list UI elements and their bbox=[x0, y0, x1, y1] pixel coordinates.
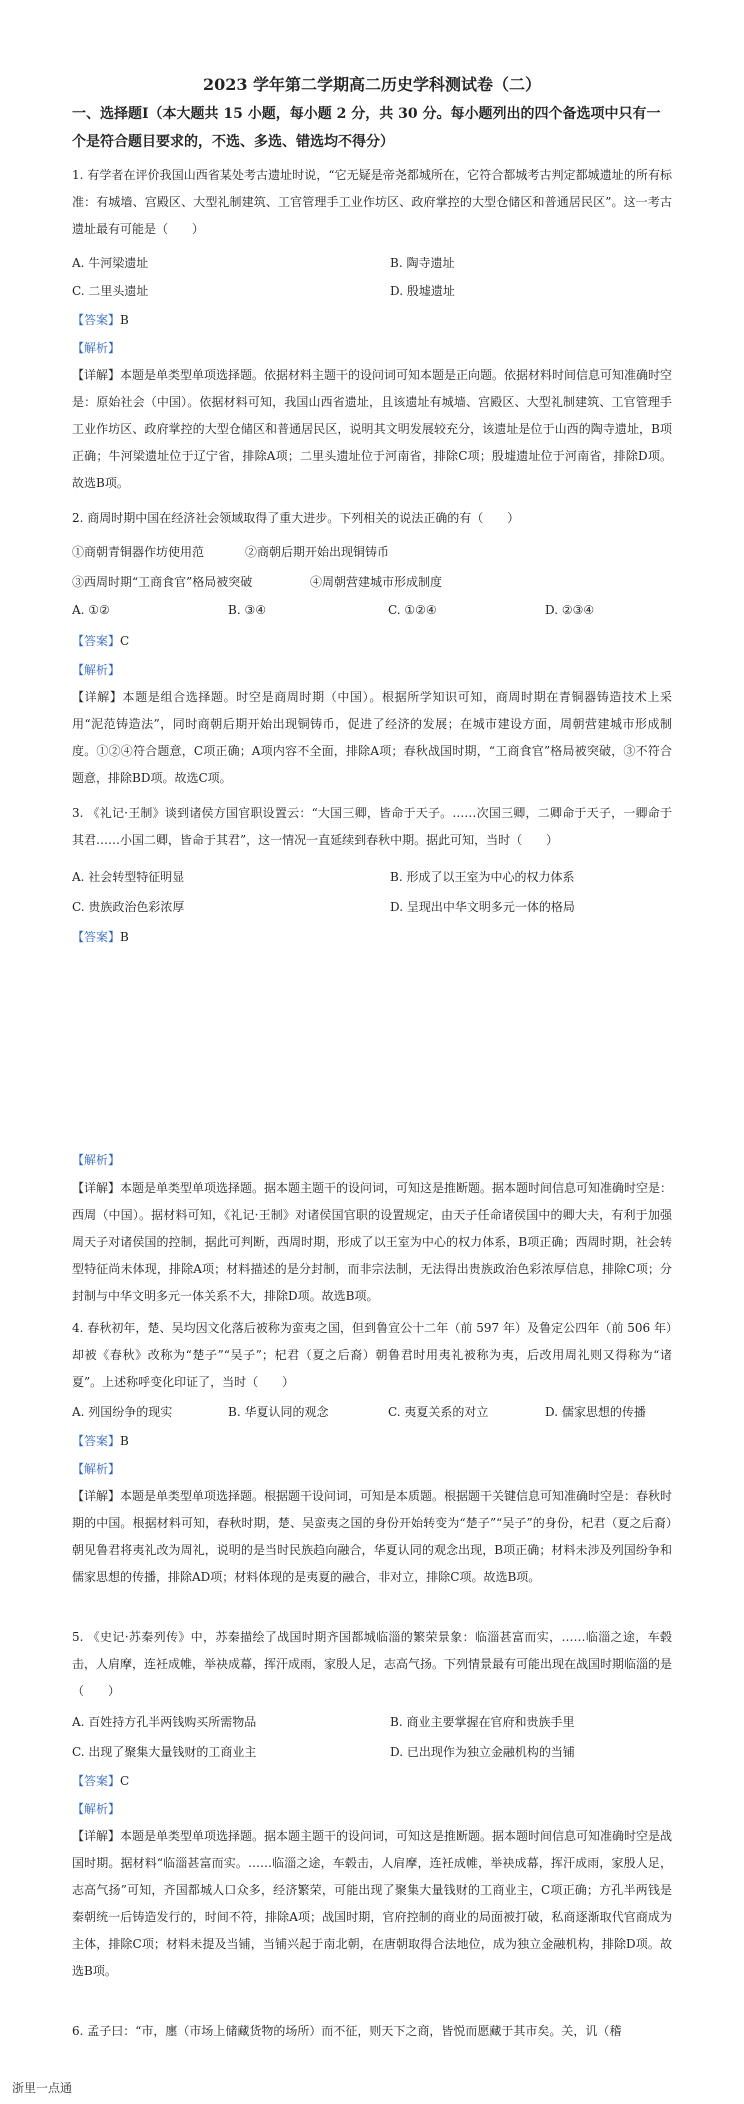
q2-item-1: ①商朝青铜器作坊使用范 bbox=[72, 545, 205, 559]
q4-option-c: C. 夷夏关系的对立 bbox=[388, 1405, 489, 1419]
q1-analysis-tag: 【解析】 bbox=[72, 341, 121, 355]
q3-analysis-tag: 【解析】 bbox=[72, 1153, 121, 1167]
q1-option-d: D. 殷墟遗址 bbox=[390, 284, 455, 298]
q5-analysis-tag: 【解析】 bbox=[72, 1802, 121, 1816]
q3-option-d: D. 呈现出中华文明多元一体的格局 bbox=[390, 900, 575, 914]
page-footer: 浙里一点通 bbox=[12, 2081, 73, 2095]
page-title: 2023 学年第二学期高二历史学科测试卷（二） bbox=[202, 75, 542, 94]
q2-answer: 【答案】C bbox=[72, 634, 130, 648]
q3-option-a: A. 社会转型特征明显 bbox=[72, 870, 185, 884]
q5-answer: 【答案】C bbox=[72, 1774, 130, 1788]
q3-option-b: B. 形成了以王室为中心的权力体系 bbox=[390, 870, 575, 884]
q3-detail: 【详解】本题是单类型单项选择题。据本题主题干的设问词，可知这是推断题。据本题时间信息可知准确时空是：西周（中国）。据材料可知，《礼记·王制》对诸侯国官职的设置规定，由天子任命诸侯国中的卿大夫，有利于加强周天子对诸侯国的控制，据此可判断，西周时期，形成了以王室为中心的权力体系，B项正确；西周时期，社会转型特征尚未体现，排除A项；材料描述的是分封制，而非宗法制，无法得出贵族政治色彩浓厚信息，排除C项；分封制与中华文明多元一体关系不大，排除D项。故选B项。 bbox=[72, 1181, 673, 1303]
q2-item-2: ②商朝后期开始出现铜铸币 bbox=[245, 545, 390, 559]
q4-detail: 【详解】本题是单类型单项选择题。根据题干设问词，可知是本质题。根据题干关键信息可知准确时空是：春秋时期的中国。根据材料可知，春秋时期，楚、吴蛮夷之国的身份开始转变为“楚子”“吴子”的身份，杞君（夏之后裔）朝见鲁君将夷礼改为周礼，说明的是当时民族趋向融合，华夏认同的观念出现，B项正确；材料未涉及列国纷争和儒家思想的传播，排除AD项；材料体现的是夷夏的融合，非对立，排除C项。故选B项。 bbox=[72, 1489, 673, 1584]
q2-option-d: D. ②③④ bbox=[545, 603, 595, 617]
q4-analysis-tag: 【解析】 bbox=[72, 1462, 121, 1476]
q2-detail: 【详解】本题是组合选择题。时空是商周时期（中国）。根据所学知识可知，商周时期在青铜器铸造技术上采用“泥范铸造法”，同时商朝后期开始出现铜铸币，促进了经济的发展；在城市建设方面，周朝营建城市形成制度。①②④符合题意，C项正确；A项内容不全面，排除A项；春秋战国时期，“工商食官”格局被突破，③不符合题意，排除BD项。故选C项。 bbox=[72, 690, 672, 785]
q2-option-c: C. ①②④ bbox=[388, 603, 437, 617]
question-2-stem: 2. 商周时期中国在经济社会领域取得了重大进步。下列相关的说法正确的有（ ） bbox=[72, 511, 520, 525]
q3-answer: 【答案】B bbox=[72, 930, 129, 944]
question-4-stem: 4. 春秋初年，楚、吴均因文化落后被称为蛮夷之国，但到鲁宣公十二年（前 597 年）及鲁定公四年（前 506 年）却被《春秋》改称为“楚子”“吴子”；杞君（夏之后裔）朝鲁君时用夷礼被称为夷，后改用周礼则又得称为“诸夏”。上述称呼变化印证了，当时（ ） bbox=[72, 1321, 672, 1389]
question-5-stem: 5. 《史记·苏秦列传》中，苏秦描绘了战国时期齐国都城临淄的繁荣景象：临淄甚富而实，……临淄之途，车毂击，人肩摩，连衽成帷，举袂成幕，挥汗成雨，家殷人足，志高气扬。下列情景最有可能出现在战国时期临淄的是（ ） bbox=[72, 1630, 673, 1698]
q2-analysis-tag: 【解析】 bbox=[72, 663, 121, 677]
q2-item-3: ③西周时期“工商食官”格局被突破 bbox=[72, 575, 253, 589]
q4-option-a: A. 列国纷争的现实 bbox=[72, 1405, 173, 1419]
q2-item-4: ④周朝营建城市形成制度 bbox=[310, 575, 443, 589]
q1-option-c: C. 二里头遗址 bbox=[72, 284, 149, 298]
question-6-stem: 6. 孟子曰：“市，廛（市场上储藏货物的场所）而不征，则天下之商，皆悦而愿藏于其市矣。关，讥（稽 bbox=[72, 2024, 622, 2038]
q4-option-d: D. 儒家思想的传播 bbox=[545, 1405, 646, 1419]
q5-option-b: B. 商业主要掌握在官府和贵族手里 bbox=[390, 1715, 575, 1729]
q1-detail: 【详解】本题是单类型单项选择题。依据材料主题干的设问词可知本题是正向题。依据材料时间信息可知准确时空是：原始社会（中国）。依据材料可知，我国山西省遗址，且该遗址有城墙、宫殿区、大型礼制建筑、工官管理手工业作坊区、政府掌控的大型仓储区和普通居民区，说明其文明发展较充分，该遗址是位于山西的陶寺遗址，B项正确；牛河梁遗址位于辽宁省，排除A项；二里头遗址位于河南省，排除C项；殷墟遗址位于河南省，排除D项。故选B项。 bbox=[72, 368, 673, 490]
q4-option-b: B. 华夏认同的观念 bbox=[228, 1405, 329, 1419]
section-heading: 一、选择题Ⅰ（本大题共 15 小题，每小题 2 分，共 30 分。每小题列出的四个备选项中只有一个是符合题目要求的，不选、多选、错选均不得分） bbox=[72, 106, 661, 150]
q2-option-a: A. ①② bbox=[72, 603, 110, 617]
question-3-stem: 3. 《礼记·王制》谈到诸侯方国官职设置云：“大国三卿，皆命于天子。……次国三卿，二卿命于天子，一卿命于其君……小国二卿，皆命于其君”，这一情况一直延续到春秋中期。据此可知，当时（ ） bbox=[72, 806, 672, 847]
q1-option-b: B. 陶寺遗址 bbox=[390, 256, 455, 270]
question-1-stem: 1. 有学者在评价我国山西省某处考古遗址时说，“它无疑是帝尧都城所在，它符合都城考古判定都城遗址的所有标准：有城墙、宫殿区、大型礼制建筑、工官管理手工业作坊区、政府掌控的大型仓储区和普通居民区”。这一考古遗址最有可能是（ ） bbox=[72, 168, 672, 236]
q5-option-d: D. 已出现作为独立金融机构的当铺 bbox=[390, 1745, 575, 1759]
q4-answer: 【答案】B bbox=[72, 1434, 129, 1448]
q5-option-c: C. 出现了聚集大量钱财的工商业主 bbox=[72, 1745, 257, 1759]
q3-option-c: C. 贵族政治色彩浓厚 bbox=[72, 900, 185, 914]
q2-option-b: B. ③④ bbox=[228, 603, 266, 617]
q1-answer: 【答案】B bbox=[72, 313, 129, 327]
q5-option-a: A. 百姓持方孔半两钱购买所需物品 bbox=[72, 1715, 257, 1729]
q1-option-a: A. 牛河梁遗址 bbox=[72, 256, 149, 270]
q5-detail: 【详解】本题是单类型单项选择题。据本题主题干的设问词，可知这是推断题。据本题时间信息可知准确时空是战国时期。据材料“临淄甚富而实。……临淄之途，车毂击，人肩摩，连衽成帷，举袂成幕，挥汗成雨，家殷人足，志高气扬”可知，齐国都城人口众多，经济繁荣，可能出现了聚集大量钱财的工商业主，C项正确；方孔半两钱是秦朝统一后铸造发行的，时间不符，排除A项；战国时期，官府控制的商业的局面被打破，私商逐渐取代官商成为主体，排除C项；材料未提及当铺，当铺兴起于南北朝，在唐朝取得合法地位，成为独立金融机构，排除D项。故选B项。 bbox=[72, 1829, 673, 1978]
